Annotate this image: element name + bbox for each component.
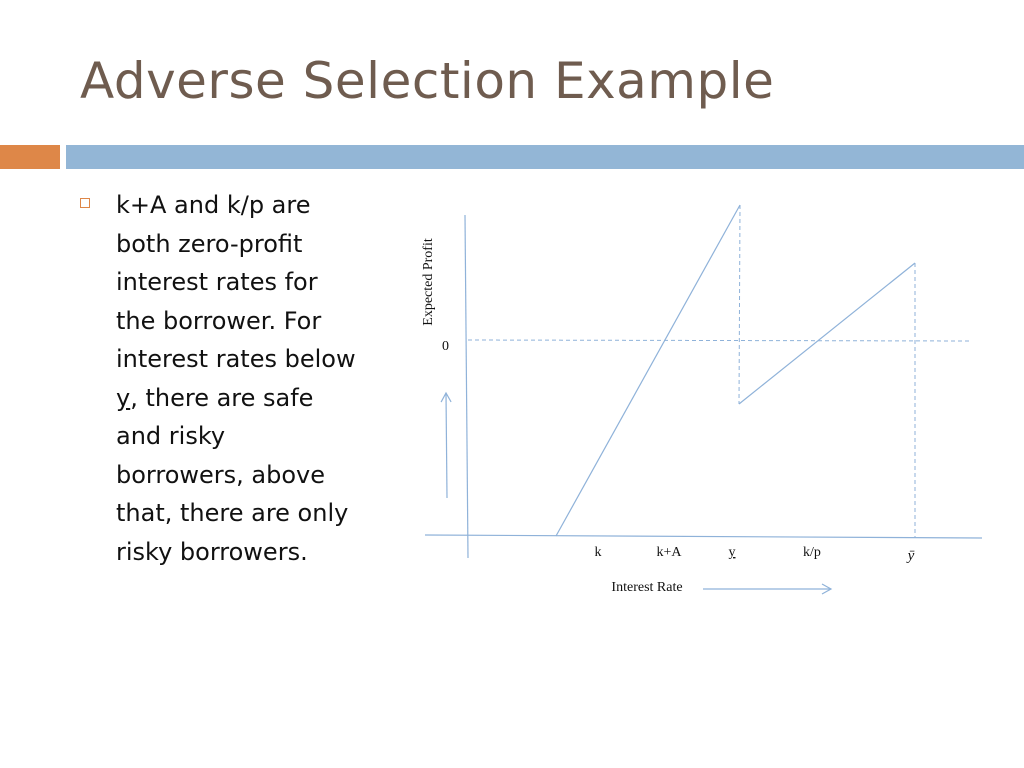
tick-label-k-plus-a: k+A <box>656 545 682 560</box>
y-direction-arrow <box>446 393 447 498</box>
profit-line-risky-only <box>739 263 915 404</box>
zero-label: 0 <box>442 339 449 354</box>
x-axis-label: Interest Rate <box>611 580 683 595</box>
zero-profit-dashed-line <box>468 340 972 341</box>
tick-label-y-lower: y <box>728 545 736 560</box>
x-axis <box>425 535 982 538</box>
slide-title: Adverse Selection Example <box>80 52 775 110</box>
bullet-text-part1: k+A and k/p are both zero-profit interest rates for the borrower. For interest rates below <box>116 191 356 373</box>
tick-label-y-upper: ȳ <box>907 548 915 564</box>
tick-label-k-over-p: k/p <box>803 545 821 560</box>
y-axis <box>465 215 468 558</box>
bullet-text-underlined-y: y <box>116 383 131 412</box>
tick-label-k: k <box>594 545 602 560</box>
y-axis-label: Expected Profit <box>421 238 436 326</box>
profit-drop-line <box>739 205 740 404</box>
bullet-text-part2: , there are safe and risky borrowers, above that, there are only risky borrowers. <box>116 383 349 566</box>
profit-line-safe-and-risky <box>556 205 740 536</box>
